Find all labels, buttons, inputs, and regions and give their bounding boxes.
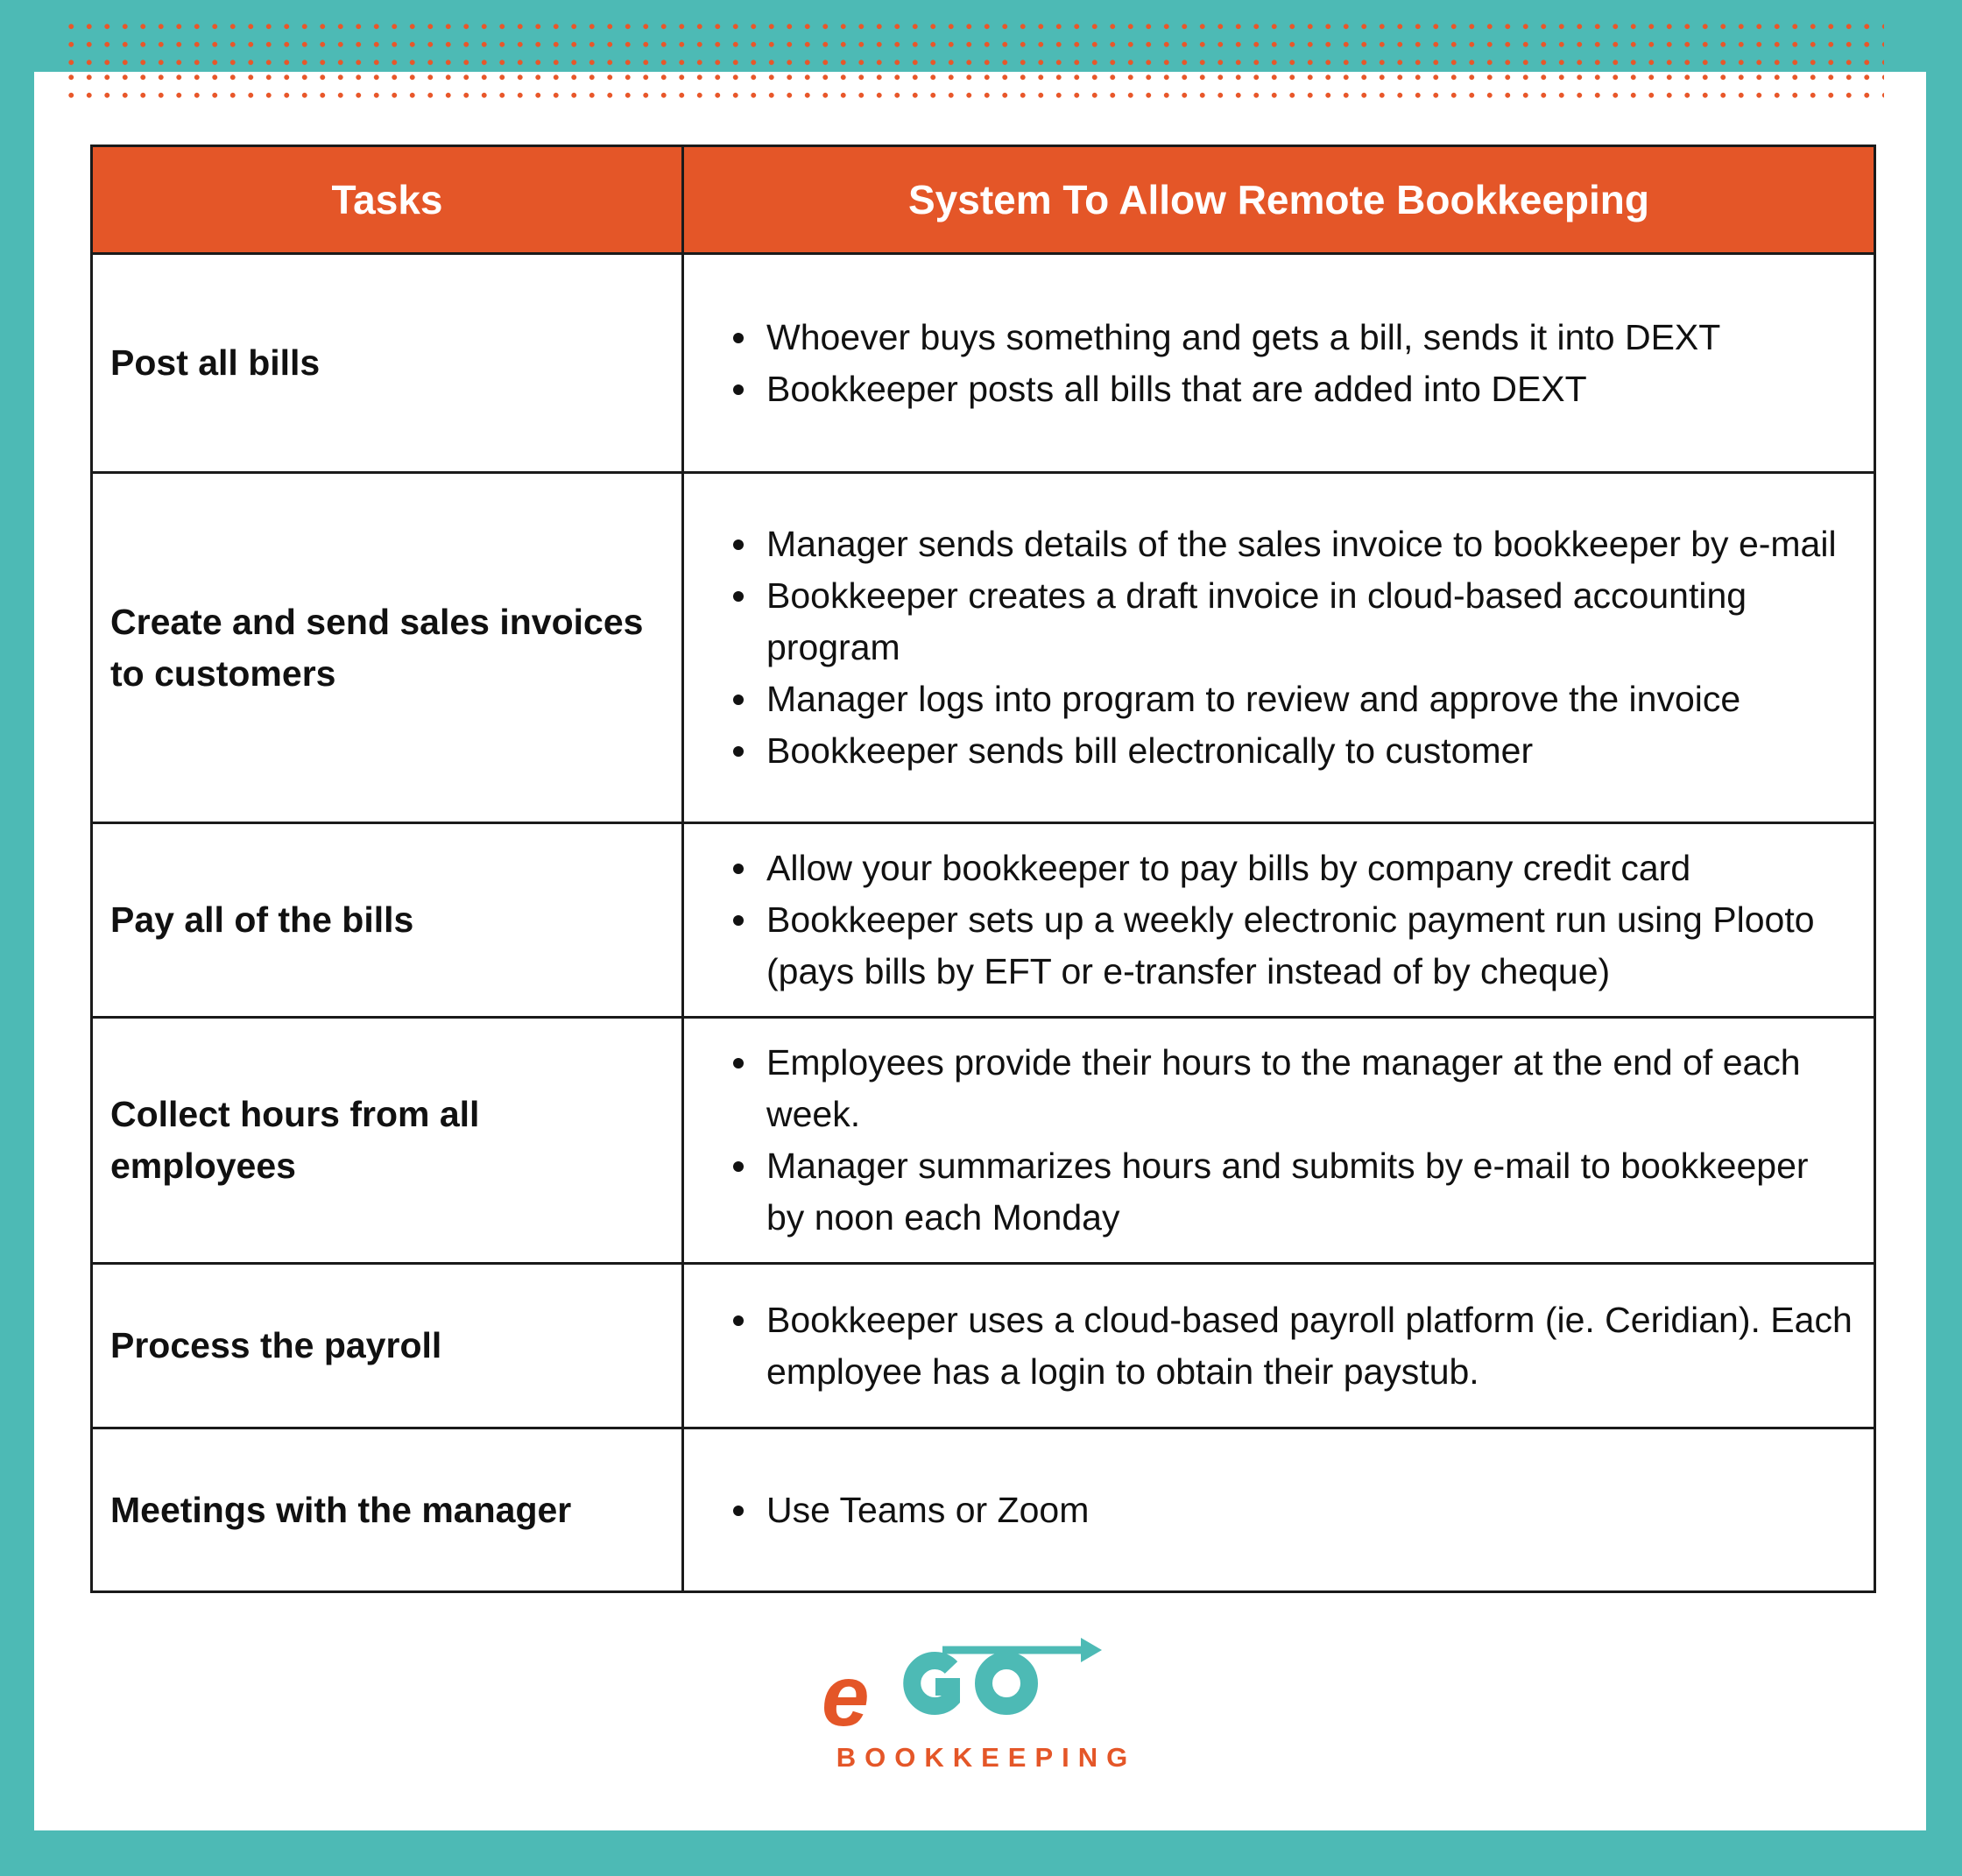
task-cell: Create and send sales invoices to customers <box>92 473 683 823</box>
header-system: System To Allow Remote Bookkeeping <box>683 146 1875 254</box>
bullet-list <box>733 312 1856 415</box>
bullet-list <box>733 1294 1856 1398</box>
header-tasks: Tasks <box>92 146 683 254</box>
bullet-item: Bookkeeper sends bill electronically to customer <box>733 725 1856 777</box>
bookkeeping-table <box>90 145 1876 1593</box>
bullet-item: Manager logs into program to review and approve the invoice <box>733 674 1856 725</box>
task-cell: Process the payroll <box>92 1264 683 1428</box>
system-cell <box>683 1264 1875 1428</box>
bullet-item: Bookkeeper posts all bills that are added into DEXT <box>733 363 1856 415</box>
bullet-item: Manager sends details of the sales invoice to bookkeeper by e-mail <box>733 518 1856 570</box>
table-row <box>92 823 1875 1018</box>
table-row <box>92 473 1875 823</box>
bullet-item: Employees provide their hours to the manager at the end of each week. <box>733 1037 1856 1140</box>
bullet-list <box>733 1037 1856 1244</box>
bullet-item: Bookkeeper sets up a weekly electronic payment run using Plooto (pays bills by EFT or e-transfer instead of by cheque) <box>733 894 1856 998</box>
content-card <box>34 72 1926 1830</box>
bullet-list <box>733 843 1856 998</box>
table-row <box>92 1428 1875 1592</box>
dot-pattern-card <box>62 72 1884 100</box>
logo-o-shape <box>984 1661 1029 1706</box>
ego-bookkeeping-logo <box>820 1631 1153 1771</box>
logo-letter-e: e <box>822 1647 870 1744</box>
bullet-item: Bookkeeper uses a cloud-based payroll platform (ie. Ceridian). Each employee has a login to obtain their paystub. <box>733 1294 1856 1398</box>
system-cell <box>683 823 1875 1018</box>
system-cell <box>683 1428 1875 1592</box>
system-cell <box>683 1018 1875 1264</box>
header-row <box>92 146 1875 254</box>
bullet-item: Allow your bookkeeper to pay bills by company credit card <box>733 843 1856 894</box>
bullet-item: Whoever buys something and gets a bill, sends it into DEXT <box>733 312 1856 363</box>
logo-tagline: BOOKKEEPING <box>836 1742 1137 1771</box>
system-cell <box>683 473 1875 823</box>
bullet-list <box>733 518 1856 777</box>
table-row <box>92 1264 1875 1428</box>
logo-g-shape <box>912 1661 951 1706</box>
dot-pattern-top <box>62 18 1884 79</box>
bullet-item: Bookkeeper creates a draft invoice in cloud-based accounting program <box>733 570 1856 674</box>
task-cell: Post all bills <box>92 254 683 473</box>
table-row <box>92 1018 1875 1264</box>
table-row <box>92 254 1875 473</box>
task-cell: Pay all of the bills <box>92 823 683 1018</box>
system-cell <box>683 254 1875 473</box>
task-cell: Meetings with the manager <box>92 1428 683 1592</box>
logo-arrow-head <box>1081 1638 1102 1662</box>
bullet-item: Use Teams or Zoom <box>733 1485 1856 1536</box>
bullet-list <box>733 1485 1856 1536</box>
task-cell: Collect hours from all employees <box>92 1018 683 1264</box>
bullet-item: Manager summarizes hours and submits by e-mail to bookkeeper by noon each Monday <box>733 1140 1856 1244</box>
